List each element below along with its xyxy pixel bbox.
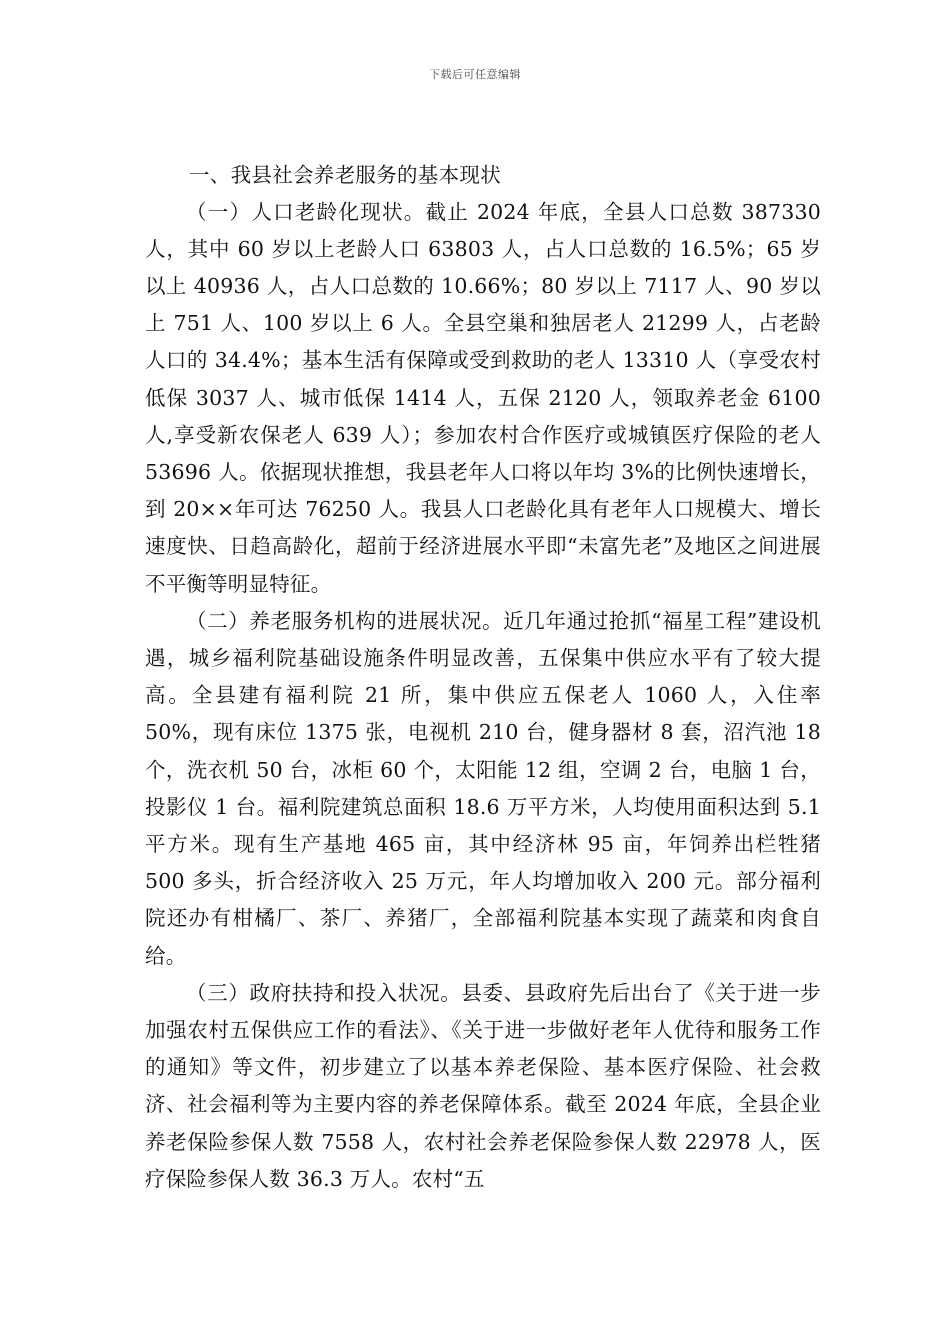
document-body [145,157,821,1198]
header-note: 下载后可任意编辑 [429,68,521,81]
section-title: 一、我县社会养老服务的基本现状 [189,163,501,187]
paragraph-service-institutions: （二）养老服务机构的进展状况。近几年通过抢抓“福星工程”建设机遇，城乡福利院基础设施条件明显改善，五保集中供应水平有了较大提高。全县建有福利院 21 所，集中供应五保老人 1060 人，入住率 50%，现有床位 1375 张，电视机 210 台，健身器材 8 套，沼汽池 18 个，洗衣机 50 台，冰柜 60 个，太阳能 12 组，空调 2 台，电脑 1 台，投影仪 1 台。福利院建筑总面积 18.6 万平方米，人均使用面积达到 5.1 平方米。现有生产基地 465 亩，其中经济林 95 亩，年饲养出栏牲猪 500 多头，折合经济收入 25 万元，年人均增加收入 200 元。部分福利院还办有柑橘厂、茶厂、养猪厂，全部福利院基本实现了蔬菜和肉食自给。 [145,608,821,968]
paragraph-government-support: （三）政府扶持和投入状况。县委、县政府先后出台了《关于进一步加强农村五保供应工作的看法》、《关于进一步做好老年人优待和服务工作的通知》等文件，初步建立了以基本养老保险、基本医疗保险、社会救济、社会福利等为主要内容的养老保障体系。截至 2024 年底，全县企业养老保险参保人数 7558 人，农村社会养老保险参保人数 22978 人，医疗保险参保人数 36.3 万人。农村“五 [145,980,821,1191]
paragraph-population-aging: （一）人口老龄化现状。截止 2024 年底，全县人口总数 387330 人，其中 60 岁以上老龄人口 63803 人，占人口总数的 16.5%；65 岁以上 40936 人，占人口总数的 10.66%；80 岁以上 7117 人、90 岁以上 751 人、100 岁以上 6 人。全县空巢和独居老人 21299 人，占老龄人口的 34.4%；基本生活有保障或受到救助的老人 13310 人（享受农村低保 3037 人、城市低保 1414 人，五保 2120 人，领取养老金 6100 人,享受新农保老人 639 人）；参加农村合作医疗或城镇医疗保险的老人 53696 人。依据现状推想，我县老年人口将以年均 3%的比例快速增长，到 20××年可达 76250 人。我县人口老龄化具有老年人口规模大、增长速度快、日趋高龄化，超前于经济进展水平即“未富先老”及地区之间进展不平衡等明显特征。 [145,199,821,596]
